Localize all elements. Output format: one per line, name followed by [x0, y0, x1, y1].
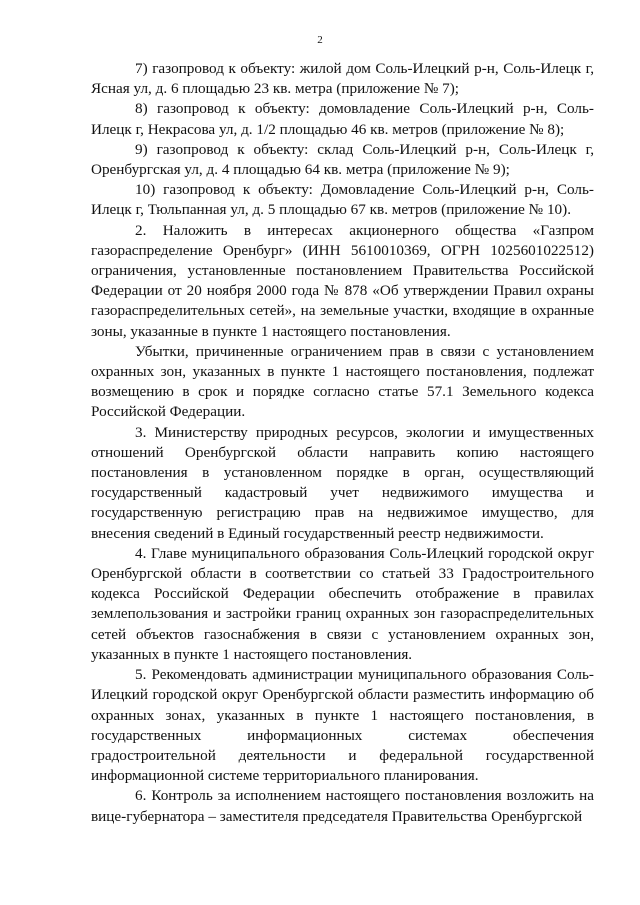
- paragraph-clause-3: 3. Министерству природных ресурсов, экологии и имущественных отношений Оренбургской области направить копию настоящего постановления в установленном порядке в орган, осуществляющий государственный кадастровый учет недвижимого имущества и государственную регистрацию прав на недвижимое имущество, для внесения сведений в Единый государственный реестр недвижимости.: [91, 423, 594, 542]
- paragraph-clause-4: 4. Главе муниципального образования Соль-Илецкий городской округ Оренбургской области в соответствии со статьей 33 Градостроительного кодекса Российской Федерации обеспечить отображение в правилах землепользования и застройки границ охранных зон газораспределительных сетей объектов газоснабжения в связи с установлением охранных зон, указанных в пункте 1 настоящего постановления.: [91, 544, 594, 663]
- paragraph-item-10: 10) газопровод к объекту: Домовладение Соль-Илецкий р-н, Соль-Илецк г, Тюльпанная ул, д. 5 площадью 67 кв. метров (приложение № 10).: [91, 181, 594, 219]
- page-number: 2: [317, 34, 323, 46]
- paragraph-losses: Убытки, причиненные ограничением прав в связи с установлением охранных зон, указанных в пункте 1 настоящего постановления, подлежат возмещению в срок и порядке согласно статье 57.1 Земельного кодекса Российской Федерации.: [91, 342, 594, 421]
- paragraph-item-7: 7) газопровод к объекту: жилой дом Соль-Илецкий р-н, Соль-Илецк г, Ясная ул, д. 6 площадью 23 кв. метра (приложение № 7);: [91, 60, 594, 98]
- document-body: [91, 59, 594, 827]
- paragraph-clause-2: 2. Наложить в интересах акционерного общества «Газпром газораспределение Оренбург» (ИНН 5610010369, ОГРН 1025601022512) ограничения, установленные постановлением Правительства Российской Федерации от 20 ноября 2000 года № 878 «Об утверждении Правил охраны газораспределительных сетей», на земельные участки, входящие в охранные зоны, указанные в пункте 1 настоящего постановления.: [91, 221, 594, 340]
- paragraph-clause-5: 5. Рекомендовать администрации муниципального образования Соль-Илецкий городской округ Оренбургской области разместить информацию об охранных зонах, указанных в пункте 1 настоящего постановления, в государственных информационных системах обеспечения градостроительной деятельности и федеральной государственной информационной системе территориального планирования.: [91, 666, 594, 785]
- paragraph-item-9: 9) газопровод к объекту: склад Соль-Илецкий р-н, Соль-Илецк г, Оренбургская ул, д. 4 площадью 64 кв. метра (приложение № 9);: [91, 140, 594, 179]
- paragraph-item-8: 8) газопровод к объекту: домовладение Соль-Илецкий р-н, Соль-Илецк г, Некрасова ул, д. 1/2 площадью 46 кв. метров (приложение № 8);: [91, 100, 594, 138]
- paragraph-clause-6: 6. Контроль за исполнением настоящего постановления возложить на вице-губернатора – заместителя председателя Правительства Оренбургской: [91, 787, 594, 825]
